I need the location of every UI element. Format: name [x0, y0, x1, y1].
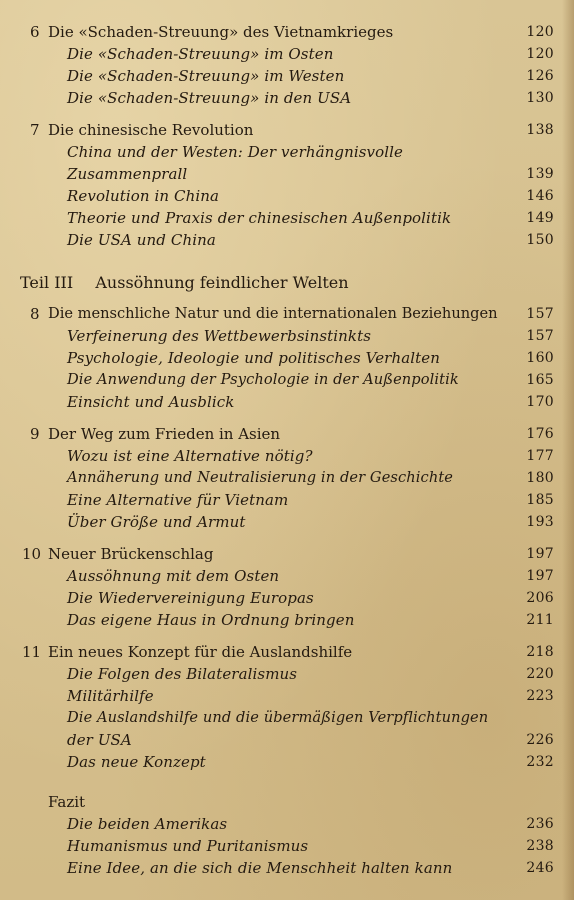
section-title: Wozu ist eine Alternative nötig?: [67, 447, 313, 465]
page-number: 176: [526, 426, 554, 442]
section-title: Die Folgen des Bilateralismus: [67, 665, 298, 683]
chapter-6-heading: [0, 21, 574, 43]
chapter-title: Fazit: [48, 793, 86, 811]
section-title: Aussöhnung mit dem Osten: [67, 567, 280, 585]
section-title: Das neue Konzept: [67, 753, 206, 771]
page-number: 211: [526, 612, 554, 628]
section-entry: [0, 185, 574, 207]
section-entry: [0, 565, 574, 587]
part-label: Teil III: [20, 273, 74, 292]
section-title: Die «Schaden-Streuung» im Westen: [67, 67, 345, 85]
section-entry: [0, 43, 574, 65]
section-title: Humanismus und Puritanismus: [67, 837, 309, 855]
page-number: 223: [526, 688, 554, 704]
chapter-11-heading: [0, 641, 574, 663]
section-title: Annäherung und Neutralisierung in der Geschichte: [67, 469, 454, 486]
chapter-10-heading: [0, 543, 574, 565]
section-entry: [0, 857, 574, 879]
chapter-number: 7: [30, 121, 40, 139]
section-title: Die «Schaden-Streuung» in den USA: [67, 89, 352, 107]
page-number: 130: [526, 90, 554, 106]
section-entry: [0, 729, 574, 751]
page-number: 120: [526, 24, 554, 40]
page-number: 218: [526, 644, 554, 660]
chapter-title: Neuer Brückenschlag: [48, 545, 214, 563]
section-title: der USA: [67, 731, 132, 749]
page-number: 139: [526, 166, 554, 182]
section-entry: [0, 751, 574, 773]
section-entry: [0, 391, 574, 413]
page-number: 120: [526, 46, 554, 62]
section-entry: [0, 467, 574, 489]
chapter-8-heading: [0, 303, 574, 325]
chapter-number: 8: [30, 305, 40, 323]
chapter-title: Die menschliche Natur und die internationalen Beziehungen: [48, 305, 498, 322]
page-number: 149: [526, 210, 554, 226]
section-title: Die Anwendung der Psychologie in der Außenpolitik: [67, 371, 459, 388]
section-title: Verfeinerung des Wettbewerbsinstinkts: [67, 327, 372, 345]
section-entry: [0, 347, 574, 369]
section-title: Die Auslandshilfe und die übermäßigen Verpflichtungen: [67, 709, 489, 726]
page-number: 236: [526, 816, 554, 832]
section-entry: [0, 707, 574, 729]
page-number: 197: [526, 546, 554, 562]
section-entry: [0, 685, 574, 707]
section-title: Psychologie, Ideologie und politisches Verhalten: [67, 349, 441, 367]
chapter-title: Die «Schaden-Streuung» des Vietnamkrieges: [48, 23, 394, 41]
section-title: Zusammenprall: [67, 165, 188, 183]
part-3-heading: [0, 271, 574, 295]
page-number: 150: [526, 232, 554, 248]
section-title: Die USA und China: [67, 231, 216, 249]
section-entry: [0, 663, 574, 685]
section-entry: [0, 87, 574, 109]
section-title: Revolution in China: [67, 187, 220, 205]
section-entry: [0, 325, 574, 347]
section-entry: [0, 609, 574, 631]
page-number: 185: [526, 492, 554, 508]
page-number: 226: [526, 732, 554, 748]
page-number: 146: [526, 188, 554, 204]
page-number: 206: [526, 590, 554, 606]
page-number: 160: [526, 350, 554, 366]
section-entry: [0, 141, 574, 163]
section-entry: [0, 587, 574, 609]
section-title: Eine Idee, an die sich die Menschheit halten kann: [67, 859, 453, 877]
section-entry: [0, 813, 574, 835]
page-number: 165: [526, 372, 554, 388]
section-title: Die Wiedervereinigung Europas: [67, 589, 314, 607]
page-number: 157: [526, 306, 554, 322]
chapter-title: Die chinesische Revolution: [48, 121, 254, 139]
section-title: Das eigene Haus in Ordnung bringen: [67, 611, 355, 629]
page-number: 126: [526, 68, 554, 84]
chapter-title: Ein neues Konzept für die Auslandshilfe: [48, 643, 353, 661]
part-title: Aussöhnung feindlicher Welten: [95, 273, 349, 292]
page-number: 220: [526, 666, 554, 682]
page-number: 180: [526, 470, 554, 486]
section-entry: [0, 65, 574, 87]
section-entry: [0, 229, 574, 251]
section-entry: [0, 207, 574, 229]
section-entry: [0, 489, 574, 511]
page-number: 170: [526, 394, 554, 410]
section-entry: [0, 445, 574, 467]
section-title: Militärhilfe: [67, 687, 154, 705]
chapter-number: 9: [30, 425, 40, 443]
section-entry: [0, 369, 574, 391]
page-number: 197: [526, 568, 554, 584]
section-entry: [0, 163, 574, 185]
chapter-9-heading: [0, 423, 574, 445]
page-number: 238: [526, 838, 554, 854]
section-title: Die beiden Amerikas: [67, 815, 228, 833]
page-number: 232: [526, 754, 554, 770]
section-entry: [0, 511, 574, 533]
page-number: 138: [526, 122, 554, 138]
section-title: Über Größe und Armut: [67, 513, 246, 531]
chapter-number: 6: [30, 23, 40, 41]
page-number: 193: [526, 514, 554, 530]
section-title: China und der Westen: Der verhängnisvolle: [67, 143, 404, 161]
part-heading: [20, 271, 349, 295]
section-title: Eine Alternative für Vietnam: [67, 491, 289, 509]
chapter-number: 10: [22, 545, 42, 563]
chapter-title: Der Weg zum Frieden in Asien: [48, 425, 281, 443]
section-entry: [0, 835, 574, 857]
page-number: 246: [526, 860, 554, 876]
section-title: Theorie und Praxis der chinesischen Außenpolitik: [67, 209, 452, 227]
page-number: 157: [526, 328, 554, 344]
chapter-number: 11: [22, 643, 42, 661]
chapter-7-heading: [0, 119, 574, 141]
section-title: Die «Schaden-Streuung» im Osten: [67, 45, 334, 63]
fazit-heading: [0, 791, 574, 813]
page-number: 177: [526, 448, 554, 464]
section-title: Einsicht und Ausblick: [67, 393, 235, 411]
